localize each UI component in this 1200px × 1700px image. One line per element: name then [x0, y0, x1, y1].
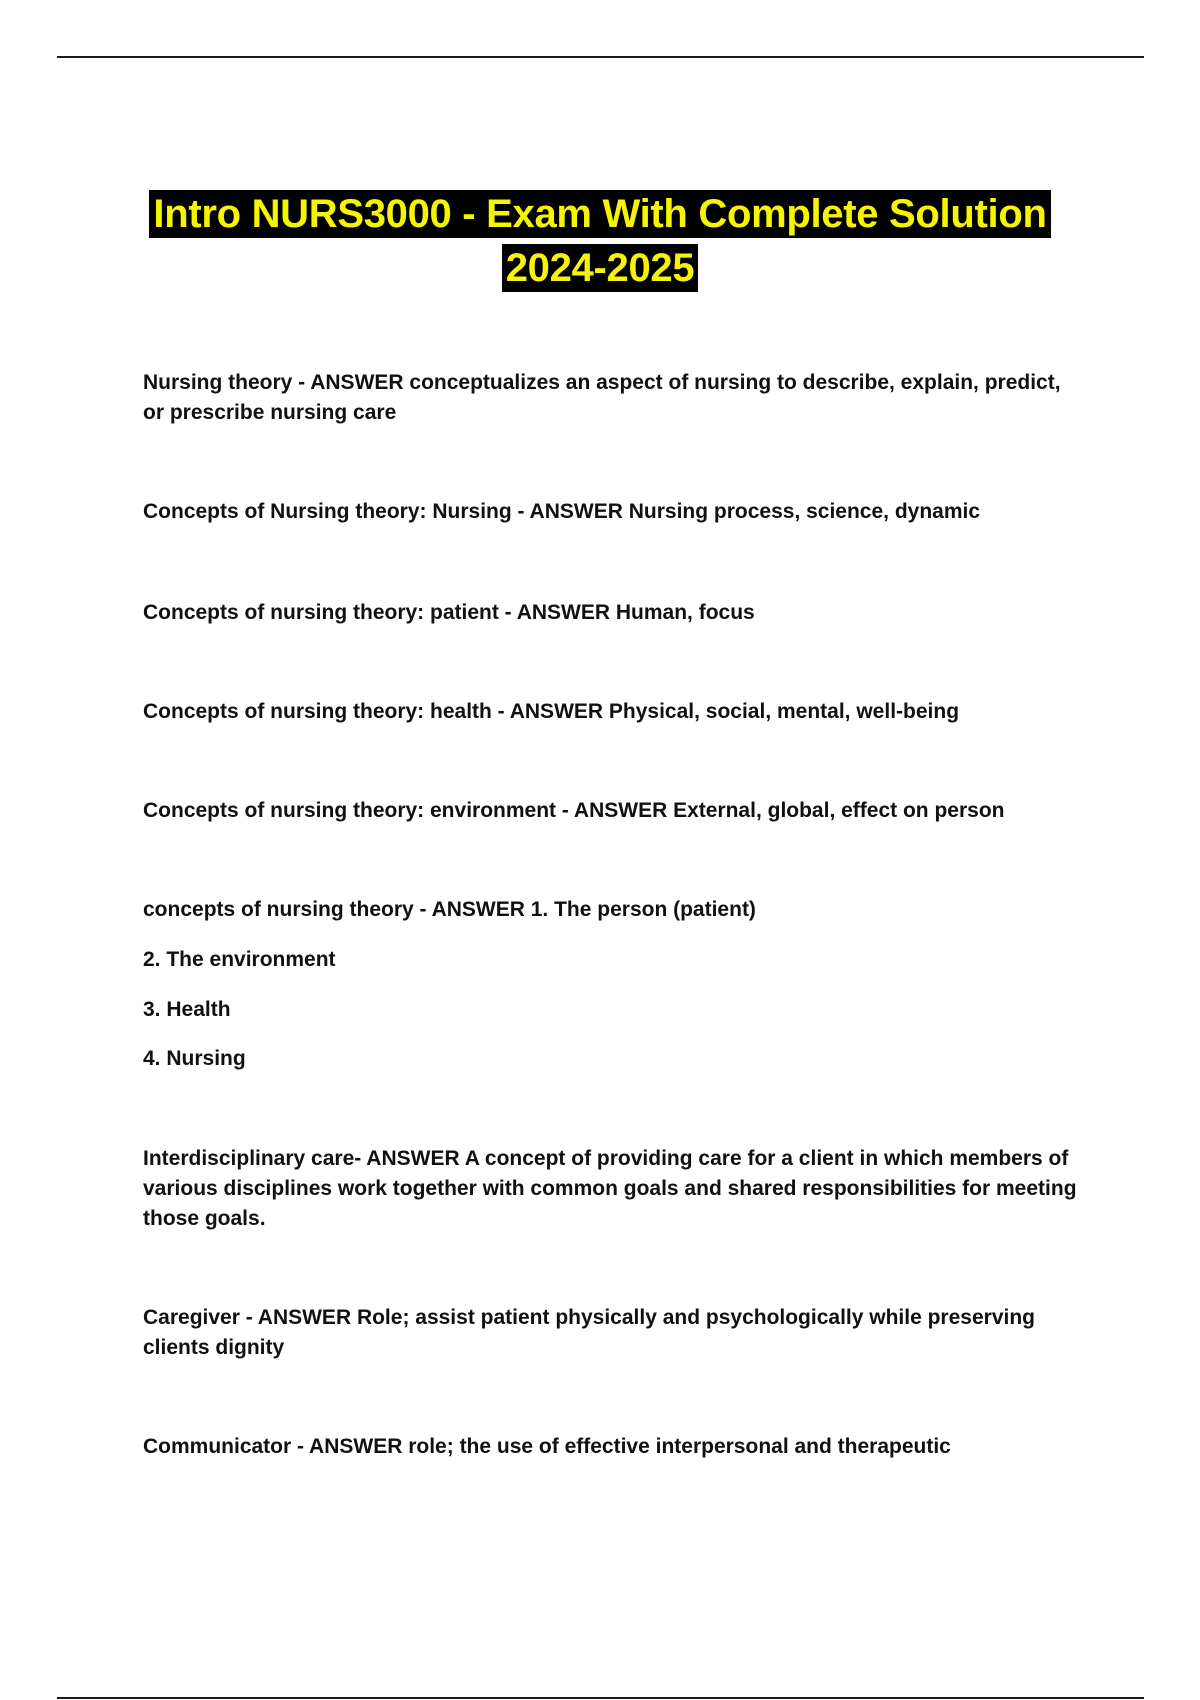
- qa-concept-environment: Concepts of nursing theory: environment - ANSWER External, global, effect on person: [143, 799, 1005, 822]
- title-line-2: 2024-2025: [502, 244, 699, 292]
- list-item-environment: 2. The environment: [143, 948, 336, 971]
- list-item-health: 3. Health: [143, 998, 231, 1021]
- document-title: [0, 190, 1200, 292]
- qa-concept-health: Concepts of nursing theory: health - ANSWER Physical, social, mental, well-being: [143, 700, 960, 723]
- qa-concepts-list-start: concepts of nursing theory - ANSWER 1. The person (patient): [143, 898, 756, 921]
- qa-concept-nursing: Concepts of Nursing theory: Nursing - ANSWER Nursing process, science, dynamic: [143, 500, 981, 523]
- title-line-1: Intro NURS3000 - Exam With Complete Solution: [149, 190, 1050, 238]
- list-item-nursing: 4. Nursing: [143, 1047, 246, 1070]
- qa-concept-patient: Concepts of nursing theory: patient - ANSWER Human, focus: [143, 601, 755, 624]
- top-rule: [57, 56, 1144, 58]
- qa-communicator: Communicator - ANSWER role; the use of effective interpersonal and therapeutic: [143, 1435, 951, 1458]
- qa-caregiver: Caregiver - ANSWER Role; assist patient physically and psychologically while preserving clients dignity: [143, 1306, 1035, 1359]
- qa-nursing-theory: Nursing theory - ANSWER conceptualizes an aspect of nursing to describe, explain, predict, or prescribe nursing care: [143, 371, 1061, 424]
- bottom-rule: [57, 1697, 1144, 1699]
- qa-interdisciplinary-care: Interdisciplinary care- ANSWER A concept of providing care for a client in which members of various disciplines work together with common goals and shared responsibilities for meeting those goals.: [143, 1147, 1077, 1230]
